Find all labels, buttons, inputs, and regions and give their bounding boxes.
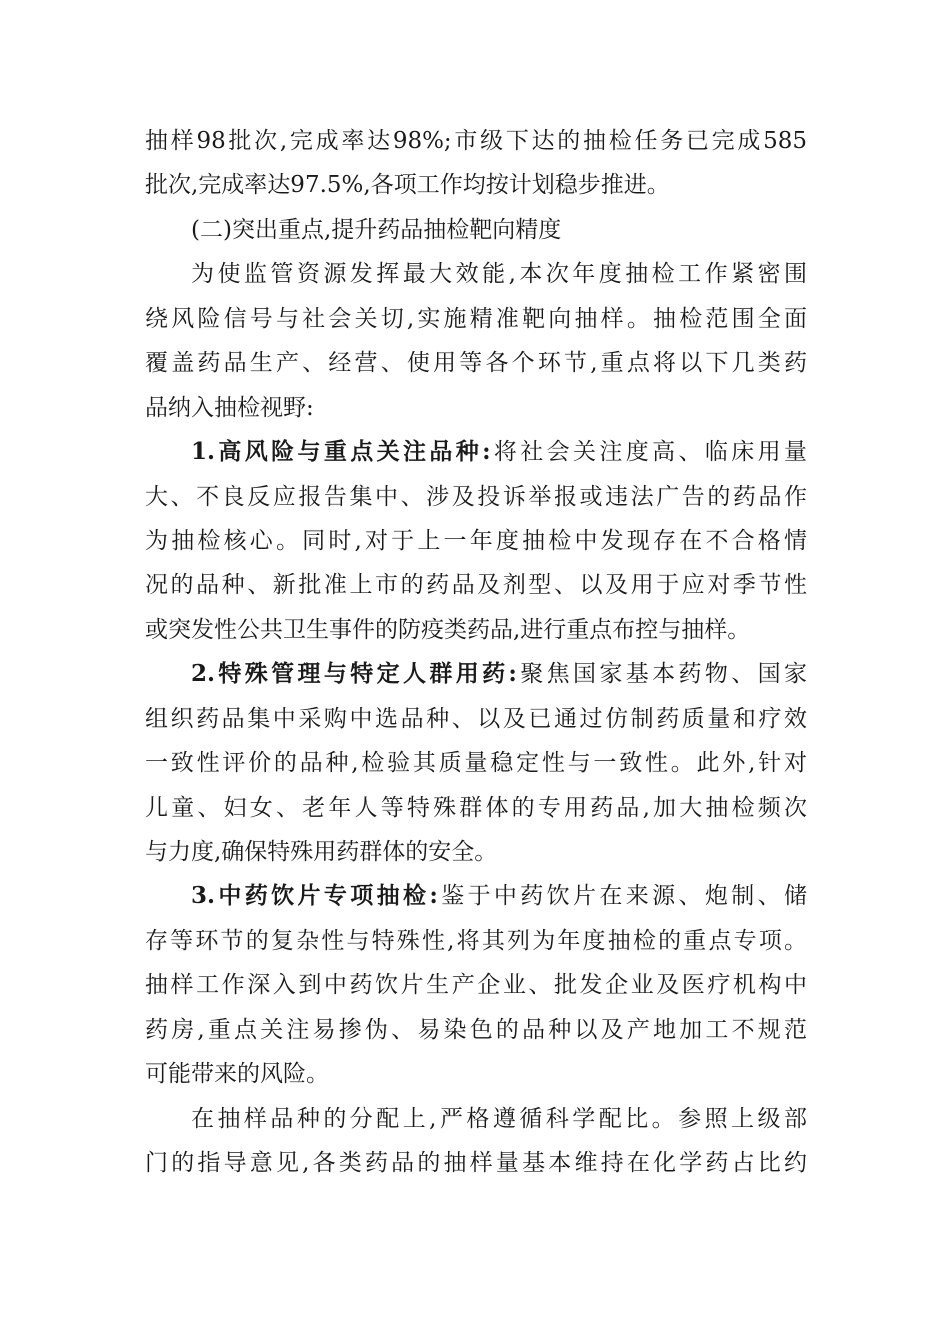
paragraph (145, 1097, 807, 1186)
line-text: 抽样98批次,完成率达98%;市级下达的抽检任务已完成585 (145, 128, 807, 154)
text-line (145, 208, 807, 252)
line-text: 批次,完成率达97.5%,各项工作均按计划稳步推进。 (145, 172, 670, 199)
text-line (145, 341, 807, 385)
text-line (145, 386, 807, 430)
text-line (145, 1008, 807, 1052)
text-line (145, 163, 807, 207)
numbered-item (145, 652, 807, 874)
document-page (145, 119, 807, 1186)
text-line (145, 697, 807, 741)
text-line (145, 608, 807, 652)
line-text: 或突发性公共卫生事件的防疫类药品,进行重点布控与抽样。 (145, 616, 751, 643)
item-label: 2.特殊管理与特定人群用药: (191, 660, 517, 688)
text-line (145, 563, 807, 607)
text-line (145, 652, 807, 696)
line-text: 鉴于中药饮片在来源、炮制、储 (437, 883, 807, 910)
line-text: 门的指导意见,各类药品的抽样量基本维持在化学药占比约 (145, 1150, 807, 1177)
text-line (145, 1097, 807, 1141)
text-line (145, 1052, 807, 1096)
line-text: 抽样工作深入到中药饮片生产企业、批发企业及医疗机构中 (145, 972, 807, 999)
line-text: 存等环节的复杂性与特殊性,将其列为年度抽检的重点专项。 (145, 927, 807, 954)
text-line (145, 830, 807, 874)
line-text: 与力度,确保特殊用药群体的安全。 (145, 839, 498, 865)
line-text: 将社会关注度高、临床用量 (490, 439, 807, 466)
text-line (145, 874, 807, 918)
line-text: 为抽检核心。同时,对于上一年度抽检中发现存在不合格情 (145, 527, 807, 554)
text-line (145, 1141, 807, 1185)
line-text: 组织药品集中采购中选品种、以及已通过仿制药质量和疗效 (145, 705, 807, 732)
text-line (145, 963, 807, 1007)
line-text: 覆盖药品生产、经营、使用等各个环节,重点将以下几类药 (145, 350, 807, 377)
line-text: 药房,重点关注易掺伪、易染色的品种以及产地加工不规范 (145, 1016, 807, 1043)
text-line (145, 475, 807, 519)
line-text: 一致性评价的品种,检验其质量稳定性与一致性。此外,针对 (145, 750, 807, 777)
numbered-item (145, 430, 807, 652)
line-text: 绕风险信号与社会关切,实施精准靶向抽样。抽检范围全面 (145, 305, 807, 332)
line-text: 可能带来的风险。 (145, 1061, 329, 1088)
paragraph (145, 252, 807, 430)
text-line (145, 297, 807, 341)
line-text: 聚焦国家基本药物、国家 (516, 661, 807, 688)
text-line (145, 786, 807, 830)
section-heading (145, 208, 807, 252)
text-line (145, 119, 807, 163)
numbered-item (145, 874, 807, 1096)
line-text: 大、不良反应报告集中、涉及投诉举报或违法广告的药品作 (145, 483, 807, 510)
line-text: 为使监管资源发挥最大效能,本次年度抽检工作紧密围 (191, 261, 807, 288)
text-line (145, 741, 807, 785)
line-text: 在抽样品种的分配上,严格遵循科学配比。参照上级部 (191, 1105, 807, 1132)
line-text: 儿童、妇女、老年人等特殊群体的专用药品,加大抽检频次 (145, 794, 807, 821)
item-label: 1.高风险与重点关注品种: (191, 438, 491, 466)
item-label: 3.中药饮片专项抽检: (191, 882, 438, 910)
line-text: 品纳入抽检视野: (145, 394, 314, 421)
text-line (145, 519, 807, 563)
text-line (145, 919, 807, 963)
text-line (145, 430, 807, 474)
paragraph (145, 119, 807, 208)
line-text: (二)突出重点,提升药品抽检靶向精度 (191, 216, 562, 243)
line-text: 况的品种、新批准上市的药品及剂型、以及用于应对季节性 (145, 572, 807, 599)
text-line (145, 252, 807, 296)
